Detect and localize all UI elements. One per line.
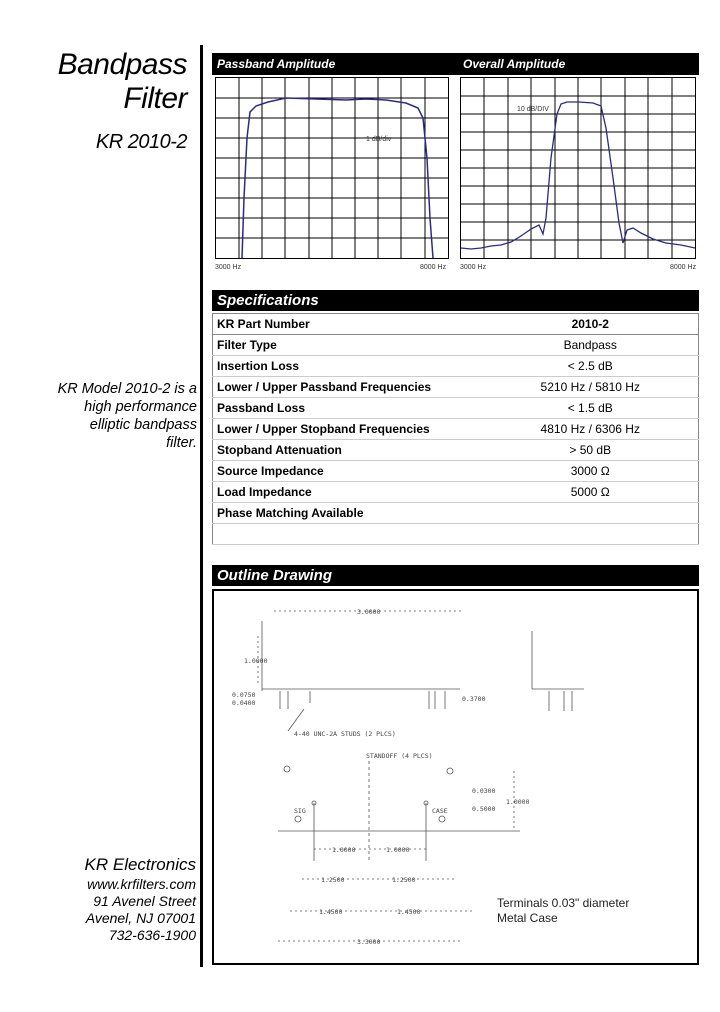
- city-address: Avenel, NJ 07001: [85, 910, 196, 926]
- specifications-table: [212, 313, 699, 545]
- overall-graph-title: Overall Amplitude: [463, 57, 566, 71]
- spec-label: Phase Matching Available: [213, 503, 483, 524]
- spec-label: Lower / Upper Passband Frequencies: [213, 377, 483, 398]
- sig-label: SIG: [294, 807, 306, 815]
- spec-label: Filter Type: [213, 335, 483, 356]
- description-line: high performance: [84, 399, 197, 415]
- passband-x-end: 8000 Hz: [420, 264, 447, 271]
- dim-height-right: 1.0000: [506, 798, 530, 806]
- dim-0500: 0.5000: [472, 805, 496, 813]
- table-row: [213, 356, 699, 377]
- spec-label: Insertion Loss: [213, 356, 483, 377]
- title-line-2: Filter: [123, 82, 187, 115]
- terminals-note: Terminals 0.03" diameter: [497, 896, 630, 910]
- passband-grid: [216, 78, 448, 258]
- dim-base-2: 0.0400: [232, 699, 256, 707]
- stud-leader: [288, 709, 304, 731]
- table-row: [213, 482, 699, 503]
- dim-0300: 0.0300: [472, 787, 496, 795]
- spec-label: Passband Loss: [213, 398, 483, 419]
- overall-graph: [460, 77, 696, 259]
- model-number: KR 2010-2: [95, 131, 187, 153]
- dim-1250-right: 1.2500: [392, 876, 416, 884]
- dim-pin-length: 0.3700: [462, 695, 486, 703]
- spec-value: 3000 Ω: [483, 461, 699, 482]
- spec-value: < 1.5 dB: [483, 398, 699, 419]
- spec-value: [483, 524, 699, 545]
- product-description: [58, 380, 197, 452]
- phone-number: 732-636-1900: [108, 927, 196, 943]
- dim-1000-right: 1.0000: [386, 846, 410, 854]
- dim-1450-right: 1.4500: [397, 908, 421, 916]
- spec-label: Stopband Attenuation: [213, 440, 483, 461]
- specifications-header: [212, 290, 699, 311]
- drawing-notes: [497, 896, 629, 926]
- case-note: Metal Case: [497, 911, 558, 925]
- table-row: [213, 440, 699, 461]
- passband-scale: 1 dB/div: [366, 136, 392, 143]
- dim-height: 1.0000: [244, 657, 268, 665]
- spec-value: 5000 Ω: [483, 482, 699, 503]
- spec-label: Source Impedance: [213, 461, 483, 482]
- outline-drawing: [212, 589, 699, 965]
- part-number-label: KR Part Number: [213, 314, 483, 335]
- table-row: [213, 419, 699, 440]
- passband-graph: [215, 77, 449, 259]
- spec-value: < 2.5 dB: [483, 356, 699, 377]
- street-address: 91 Avenel Street: [93, 893, 196, 909]
- specifications-title: Specifications: [217, 292, 319, 309]
- spec-value: 5210 Hz / 5810 Hz: [483, 377, 699, 398]
- website-link[interactable]: www.krfilters.com: [87, 876, 196, 892]
- part-number-value: 2010-2: [483, 314, 699, 335]
- table-row: [213, 524, 699, 545]
- overall-grid: [461, 78, 695, 258]
- description-line: elliptic bandpass: [89, 417, 197, 433]
- table-row: [213, 398, 699, 419]
- dim-1000-left: 1.0000: [332, 846, 356, 854]
- dim-base-1: 0.0750: [232, 691, 256, 699]
- dim-1450-left: 1.4500: [319, 908, 343, 916]
- description-line: filter.: [166, 435, 197, 451]
- overall-x-end: 8000 Hz: [670, 264, 697, 271]
- dim-3300: 3.3000: [357, 938, 381, 946]
- passband-x-start: 3000 Hz: [215, 264, 242, 271]
- table-row: [213, 377, 699, 398]
- terminal-circle: [439, 816, 445, 822]
- stud-note: 4-40 UNC-2A STUDS (2 PLCS): [294, 730, 396, 738]
- overall-scale: 10 dB/DIV: [517, 106, 549, 113]
- dim-length: 3.0000: [357, 608, 381, 616]
- terminal-circle: [447, 768, 453, 774]
- dim-1250-left: 1.2500: [321, 876, 345, 884]
- contact-block: [85, 854, 196, 944]
- spec-value: > 50 dB: [483, 440, 699, 461]
- spec-label: Load Impedance: [213, 482, 483, 503]
- overall-x-start: 3000 Hz: [460, 264, 487, 271]
- standoff-note: STANDOFF (4 PLCS): [366, 752, 433, 760]
- spec-label: [213, 524, 483, 545]
- terminal-circle: [295, 816, 301, 822]
- overall-graph-header: [458, 53, 699, 75]
- outline-drawing-title: Outline Drawing: [217, 567, 333, 584]
- case-label: CASE: [432, 807, 448, 815]
- spec-value: 4810 Hz / 6306 Hz: [483, 419, 699, 440]
- table-row: [213, 335, 699, 356]
- title-line-1: Bandpass: [57, 48, 187, 81]
- table-row: [213, 461, 699, 482]
- company-name: KR Electronics: [84, 855, 196, 874]
- table-row: [213, 503, 699, 524]
- outline-drawing-header: [212, 565, 699, 586]
- description-line: KR Model 2010-2 is a: [57, 381, 197, 397]
- passband-graph-title: Passband Amplitude: [217, 57, 336, 71]
- spec-value: Bandpass: [483, 335, 699, 356]
- spec-value: [483, 503, 699, 524]
- table-header-row: [213, 314, 699, 335]
- terminal-circle: [284, 766, 290, 772]
- spec-label: Lower / Upper Stopband Frequencies: [213, 419, 483, 440]
- column-divider: [200, 45, 203, 967]
